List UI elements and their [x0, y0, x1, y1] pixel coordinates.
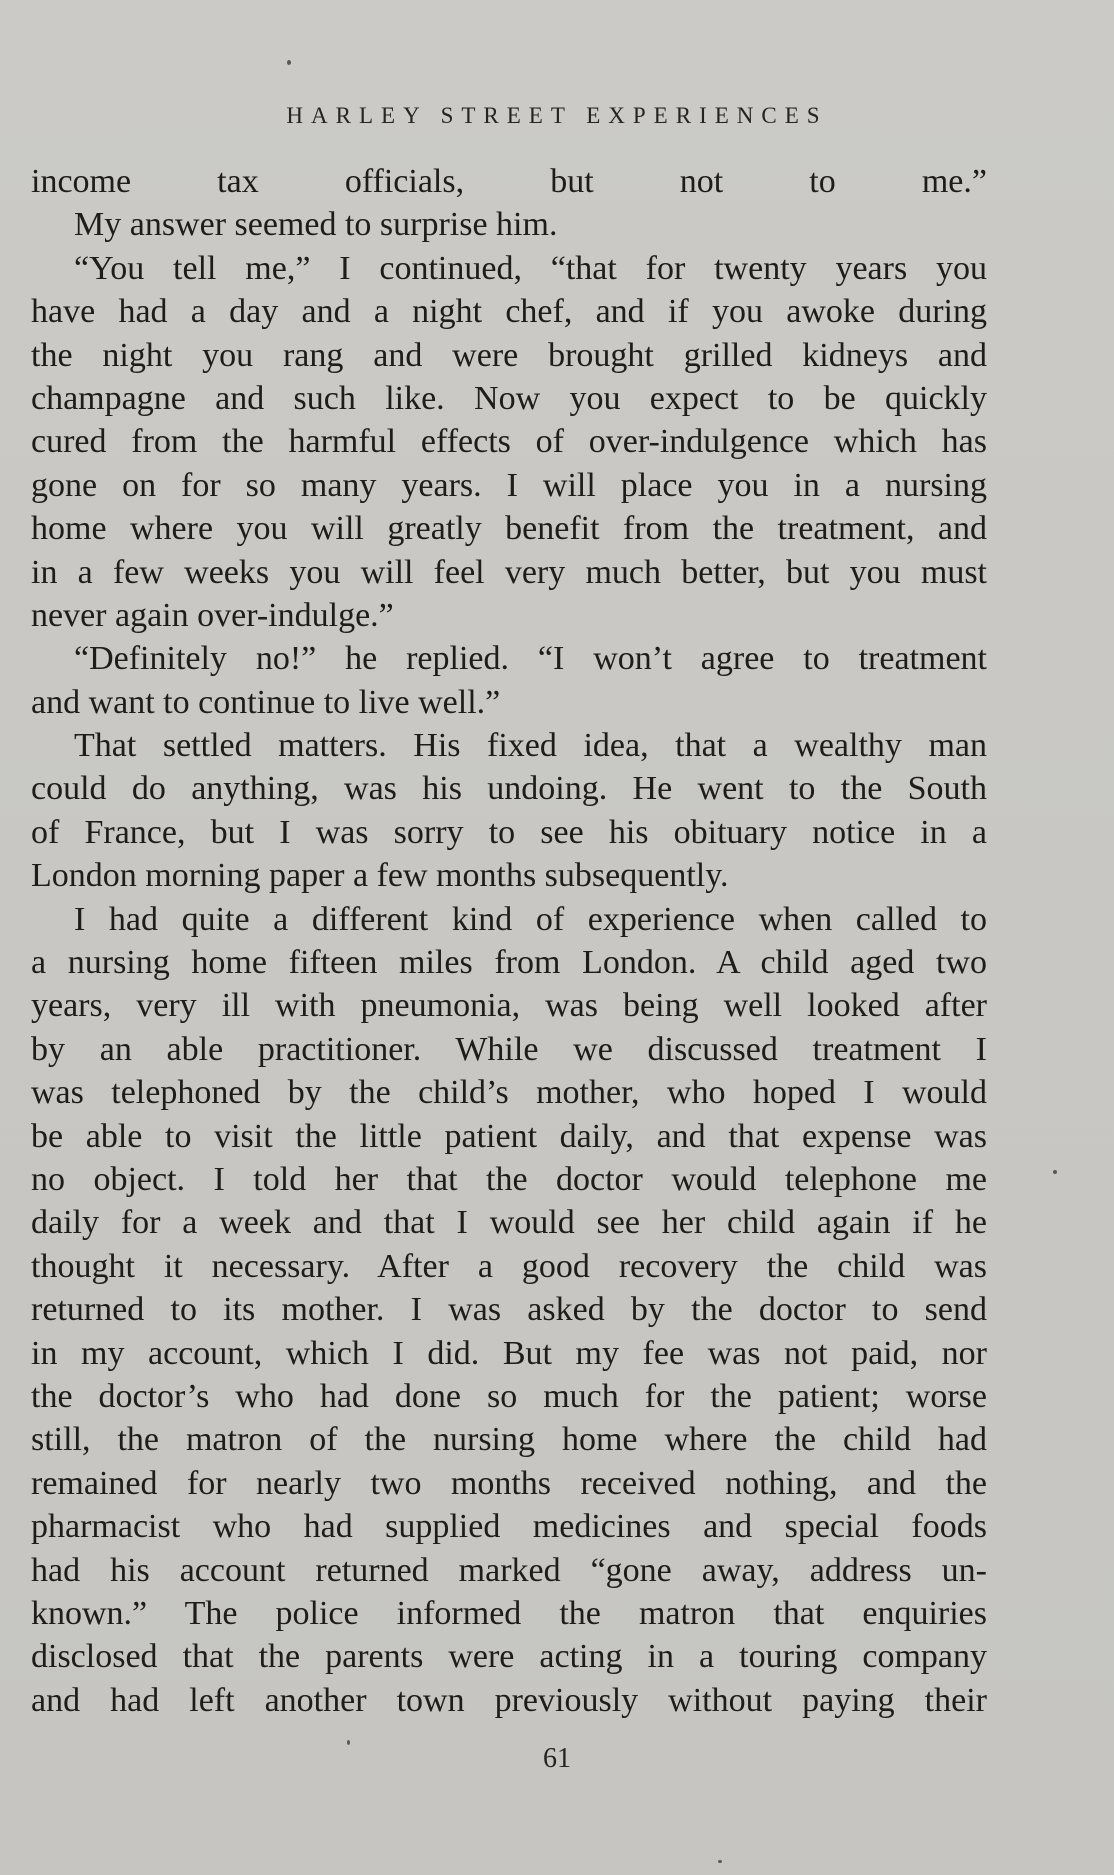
text-line: of France, but I was sorry to see his obituary notice in a	[31, 813, 987, 851]
text-line: and want to continue to live well.”	[31, 683, 501, 721]
text-line: London morning paper a few months subsequently.	[31, 857, 729, 895]
text-line: could do anything, was his undoing. He went to the South	[31, 770, 987, 808]
text-line: That settled matters. His fixed idea, that a wealthy man	[74, 727, 987, 765]
text-line: daily for a week and that I would see her child again if he	[31, 1204, 987, 1242]
text-line: had his account returned marked “gone away, address un-	[31, 1551, 987, 1589]
text-line: in my account, which I did. But my fee was not paid, nor	[31, 1334, 987, 1372]
text-line: returned to its mother. I was asked by the doctor to send	[31, 1291, 987, 1329]
body-text	[31, 160, 987, 1722]
text-line: the night you rang and were brought grilled kidneys and	[31, 336, 987, 374]
paper-speck	[1053, 1170, 1057, 1174]
text-line: income tax officials, but not to me.”	[31, 163, 987, 200]
text-line: gone on for so many years. I will place you in a nursing	[31, 466, 987, 504]
text-line: still, the matron of the nursing home where the child had	[31, 1421, 987, 1459]
text-line: be able to visit the little patient daily, and that expense was	[31, 1117, 987, 1155]
text-line: cured from the harmful effects of over-indulgence which has	[31, 423, 987, 461]
text-line: was telephoned by the child’s mother, who hoped I would	[31, 1074, 987, 1112]
text-line: champagne and such like. Now you expect to be quickly	[31, 379, 987, 417]
text-line: home where you will greatly benefit from the treatment, and	[31, 510, 987, 548]
paper-speck	[718, 1860, 722, 1863]
text-line: a nursing home fifteen miles from London. A child aged two	[31, 944, 987, 982]
text-line: known.” The police informed the matron that enquiries	[31, 1594, 987, 1632]
text-line: never again over-indulge.”	[31, 596, 394, 634]
text-line: I had quite a different kind of experience when called to	[74, 900, 987, 938]
text-line: years, very ill with pneumonia, was being well looked after	[31, 987, 987, 1025]
page-number: 61	[543, 1743, 571, 1774]
text-line: disclosed that the parents were acting in a touring company	[31, 1638, 987, 1676]
text-line: pharmacist who had supplied medicines and special foods	[31, 1508, 987, 1546]
paper-speck	[347, 1740, 350, 1745]
text-line: My answer seemed to surprise him.	[74, 206, 558, 244]
text-line: no object. I told her that the doctor would telephone me	[31, 1160, 987, 1198]
text-line: remained for nearly two months received nothing, and the	[31, 1464, 987, 1502]
text-line: in a few weeks you will feel very much better, but you must	[31, 553, 987, 591]
running-head: HARLEY STREET EXPERIENCES	[286, 103, 828, 128]
text-line: by an able practitioner. While we discussed treatment I	[31, 1030, 987, 1068]
text-line: have had a day and a night chef, and if you awoke during	[31, 293, 987, 331]
text-line: “Definitely no!” he replied. “I won’t agree to treatment	[74, 640, 987, 678]
paper-speck	[287, 60, 291, 65]
text-line: “You tell me,” I continued, “that for twenty years you	[74, 249, 987, 287]
text-line: thought it necessary. After a good recovery the child was	[31, 1247, 987, 1285]
text-line: the doctor’s who had done so much for the patient; worse	[31, 1377, 987, 1415]
text-line: and had left another town previously without paying their	[31, 1681, 987, 1719]
